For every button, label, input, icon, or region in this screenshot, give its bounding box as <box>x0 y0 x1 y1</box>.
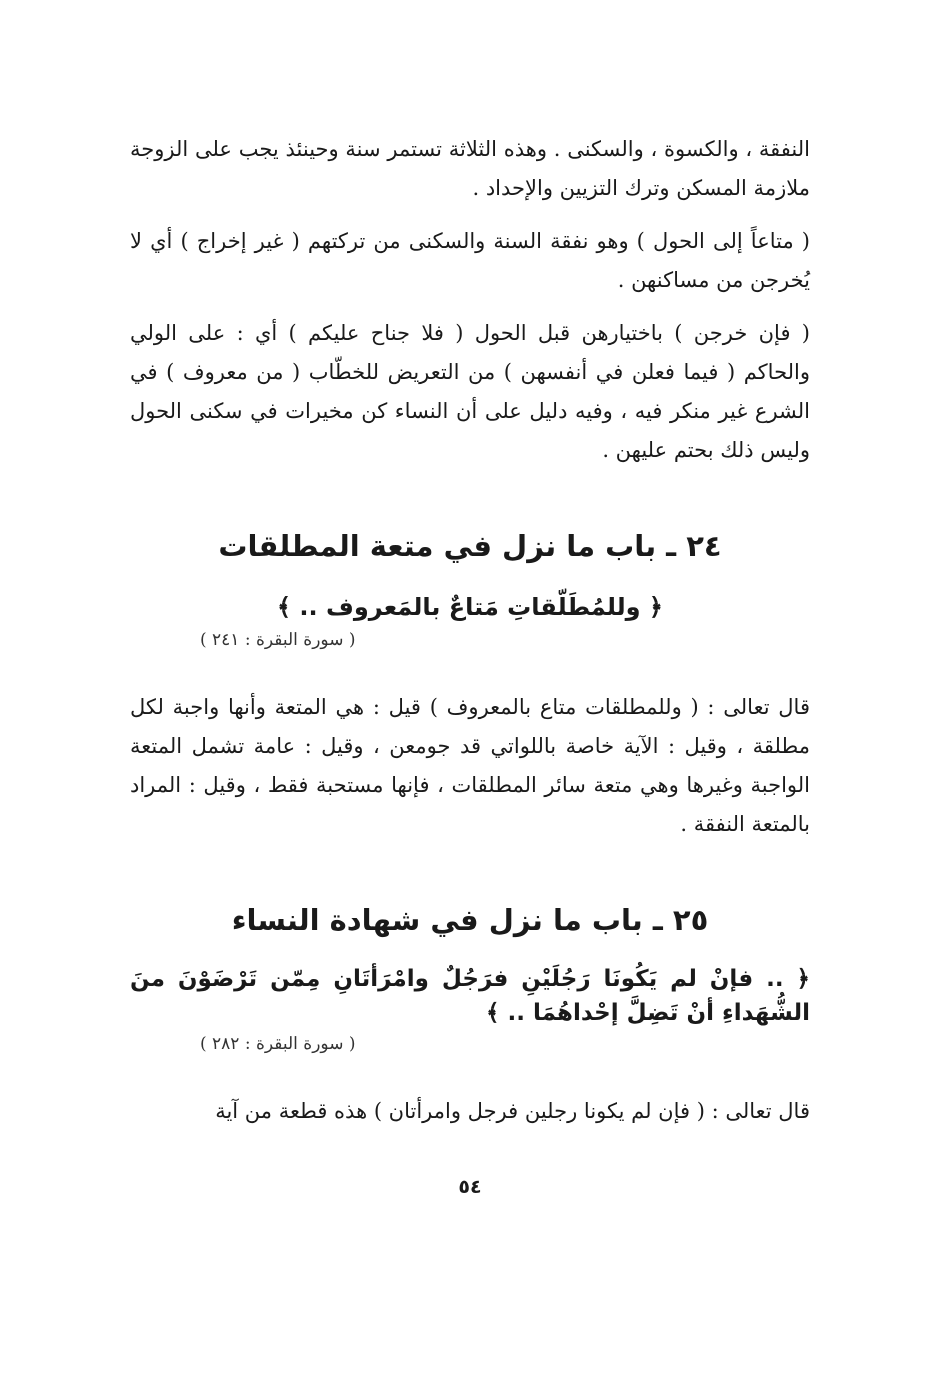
quran-verse: ﴿ وللمُطَلّقاتِ مَتاعٌ بالمَعروف .. ﴾ <box>277 593 663 621</box>
paragraph: قال تعالى : ( وللمطلقات متاع بالمعروف ) قيل : هي المتعة وأنها واجبة لكل مطلقة ، وقيل : الآية خاصة باللواتي قد جومعن ، وقيل : عامة تشمل المتعة الواجبة وغيرها وهي متعة سائر المطلقات ، فإنها مستحبة فقط ، وقيل : المراد بالمتعة النفقة . <box>130 695 810 836</box>
quran-verse: ﴿ .. فإنْ لم يَكُونَا رَجُلَيْنِ فرَجُلٌ وامْرَأتَانِ مِمّن تَرْضَوْنَ منَ الشُّهَداءِ أنْ تَضِلَّ إحْداهُمَا .. ﴾ <box>130 966 810 1026</box>
section-title-25: ٢٥ ـ باب ما نزل في شهادة النساء <box>231 903 709 937</box>
paragraph: ( متاعاً إلى الحول ) وهو نفقة السنة والسكنى من تركتهم ( غير إخراج ) أي لا يُخرجن من مساكنهن . <box>130 229 810 292</box>
section-title-24: ٢٤ ـ باب ما نزل في متعة المطلقات <box>218 529 722 563</box>
paragraph: النفقة ، والكسوة ، والسكنى . وهذه الثلاثة تستمر سنة وحينئذ يجب على الزوجة ملازمة المسكن وترك التزيين والإحداد . <box>130 137 810 200</box>
page-number: ٥٤ <box>458 1176 482 1198</box>
paragraph: ( فإن خرجن ) باختيارهن قبل الحول ( فلا جناح عليكم ) أي : على الولي والحاكم ( فيما فعلن في أنفسهن ) من التعريض للخطّاب ( من معروف ) في الشرع غير منكر فيه ، وفيه دليل على أن النساء كن مخيرات في سكنى الحول وليس ذلك بحتم عليهن . <box>130 321 810 462</box>
verse-reference: ( سورة البقرة : ٢٨٢ ) <box>200 1034 356 1054</box>
verse-reference: ( سورة البقرة : ٢٤١ ) <box>200 630 356 650</box>
paragraph: قال تعالى : ( فإن لم يكونا رجلين فرجل وامرأتان ) هذه قطعة من آية <box>215 1099 810 1123</box>
page-content <box>130 120 810 1145</box>
